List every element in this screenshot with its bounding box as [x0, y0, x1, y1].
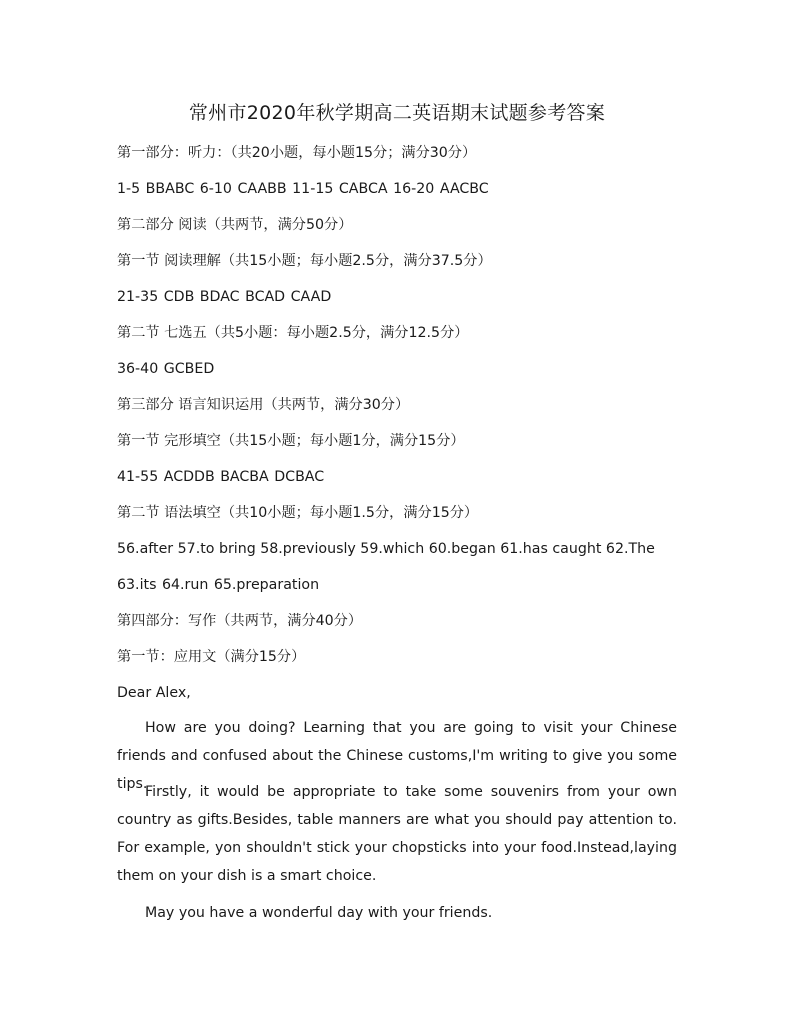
letter-paragraph-2: Firstly, it would be appropriate to take some souvenirs from your own country as gifts.Besides, table manners are what you should pay attention to. For example, yon shouldn't stick your chopsticks into your food.Instead,laying them on your dish is a smart choice. — [117, 784, 677, 884]
part3-section1-heading: 第一节 完形填空（共15小题；每小题1分，满分15分） — [117, 433, 465, 449]
letter-paragraph-3: May you have a wonderful day with your friends. — [145, 905, 493, 921]
page-title: 常州市2020年秋学期高二英语期末试题参考答案 — [188, 102, 606, 124]
letter-greeting: Dear Alex, — [117, 685, 191, 701]
part3-section2-answers-line1: 56.after 57.to bring 58.previously 59.which 60.began 61.has caught 62.The — [117, 541, 655, 557]
letter-paragraph-1: How are you doing? Learning that you are going to visit your Chinese friends and confused about the Chinese customs,I'm writing to give you some tips. — [117, 720, 677, 792]
part1-answers: 1-5 BBABC 6-10 CAABB 11-15 CABCA 16-20 AACBC — [117, 181, 489, 197]
part3-section2-answers-line2: 63.its 64.run 65.preparation — [117, 577, 320, 593]
part3-heading: 第三部分 语言知识运用（共两节，满分30分） — [117, 397, 410, 413]
part3-section1-answers: 41-55 ACDDB BACBA DCBAC — [117, 469, 325, 485]
part3-section2-heading: 第二节 语法填空（共10小题；每小题1.5分，满分15分） — [117, 505, 479, 521]
part2-section1-answers: 21-35 CDB BDAC BCAD CAAD — [117, 289, 332, 305]
part4-heading: 第四部分：写作（共两节，满分40分） — [117, 613, 363, 629]
part2-section1-heading: 第一节 阅读理解（共15小题；每小题2.5分，满分37.5分） — [117, 253, 492, 269]
part2-section2-answers: 36-40 GCBED — [117, 361, 215, 377]
part4-section1-heading: 第一节：应用文（满分15分） — [117, 649, 306, 665]
part1-heading: 第一部分：听力：（共20小题，每小题15分；满分30分） — [117, 145, 477, 161]
part2-heading: 第二部分 阅读（共两节，满分50分） — [117, 217, 353, 233]
part2-section2-heading: 第二节 七选五（共5小题：每小题2.5分，满分12.5分） — [117, 325, 469, 341]
